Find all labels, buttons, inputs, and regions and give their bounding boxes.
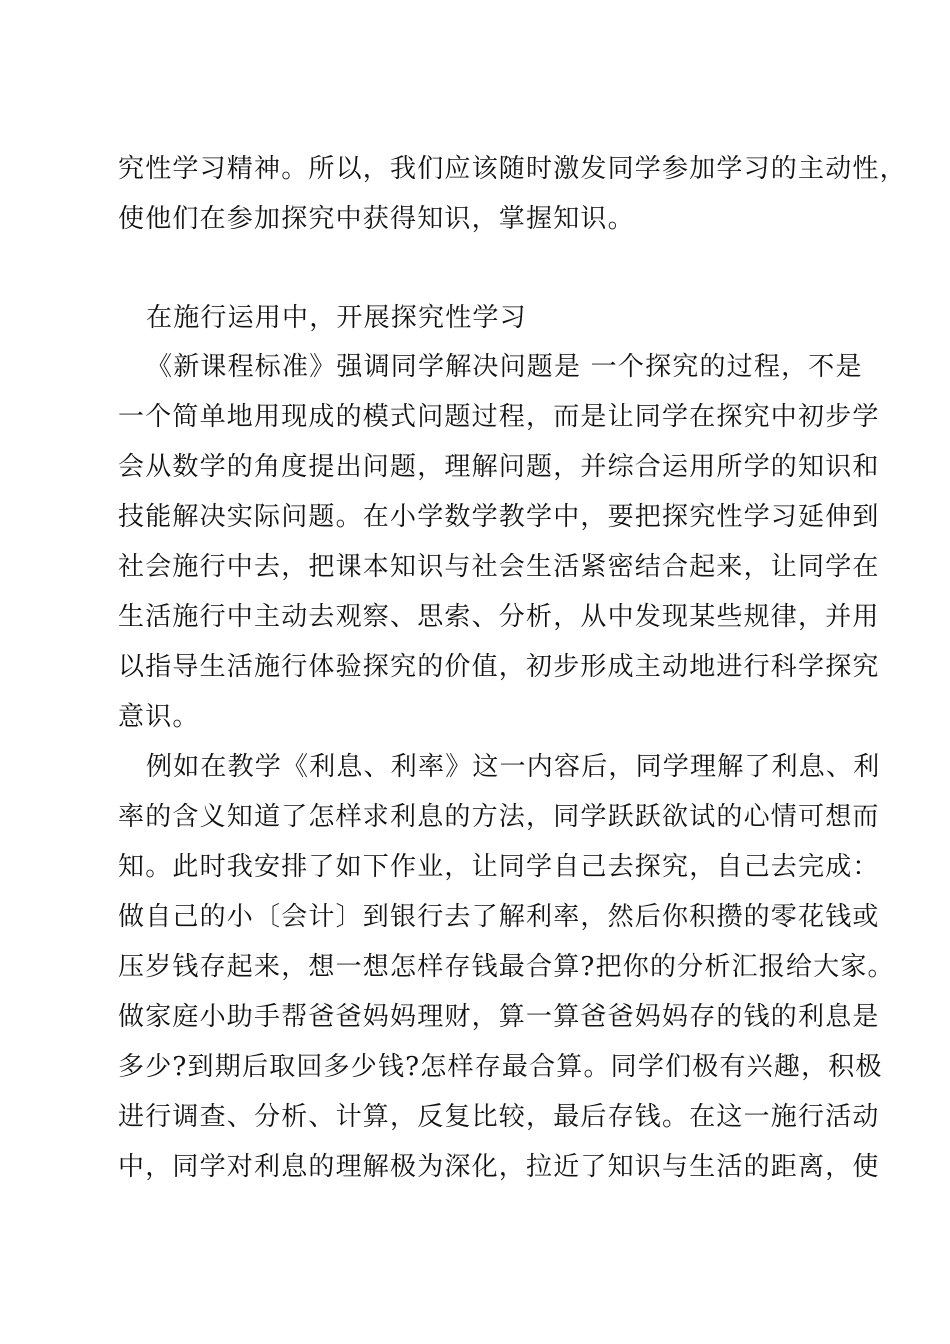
- text-line: 生活施行中主动去观察、思索、分析，从中发现某些规律，并用: [118, 602, 880, 632]
- text-line: 压岁钱存起来，想一想怎样存钱最合算?把你的分析汇报给大家。: [118, 952, 895, 982]
- text-line: 意识。: [118, 702, 200, 732]
- text-line: 知。此时我安排了如下作业，让同学自己去探究，自己去完成：: [118, 852, 880, 882]
- text-line: 社会施行中去，把课本知识与社会生活紧密结合起来，让同学在: [118, 552, 880, 582]
- text-line: 中，同学对利息的理解极为深化，拉近了知识与生活的距离，使: [118, 1152, 880, 1182]
- text-line: 会从数学的角度提出问题，理解问题，并综合运用所学的知识和: [118, 452, 880, 482]
- text-line: 进行调查、分析、计算，反复比较，最后存钱。在这一施行活动: [118, 1102, 880, 1132]
- text-line: 《新课程标准》强调同学解决问题是 一个探究的过程，不是: [146, 352, 863, 382]
- section-heading: 在施行运用中，开展探究性学习: [146, 303, 527, 333]
- text-line: 率的含义知道了怎样求利息的方法，同学跃跃欲试的心情可想而: [118, 802, 880, 832]
- text-line: 多少?到期后取回多少钱?怎样存最合算。同学们极有兴趣，积极: [118, 1052, 883, 1082]
- text-line: 做家庭小助手帮爸爸妈妈理财，算一算爸爸妈妈存的钱的利息是: [118, 1002, 880, 1032]
- text-line: 究性学习精神。所以，我们应该随时激发同学参加学习的主动性，: [118, 154, 907, 184]
- text-line: 做自己的小〔会计〕到银行去了解利率，然后你积攒的零花钱或: [118, 902, 880, 932]
- text-line: 例如在教学《利息、利率》这一内容后，同学理解了利息、利: [146, 752, 881, 782]
- text-line: 以指导生活施行体验探究的价值，初步形成主动地进行科学探究: [118, 652, 880, 682]
- text-line: 使他们在参加探究中获得知识，掌握知识。: [118, 204, 635, 234]
- text-line: 技能解决实际问题。在小学数学教学中，要把探究性学习延伸到: [118, 502, 880, 532]
- text-line: 一个简单地用现成的模式问题过程，而是让同学在探究中初步学: [118, 402, 880, 432]
